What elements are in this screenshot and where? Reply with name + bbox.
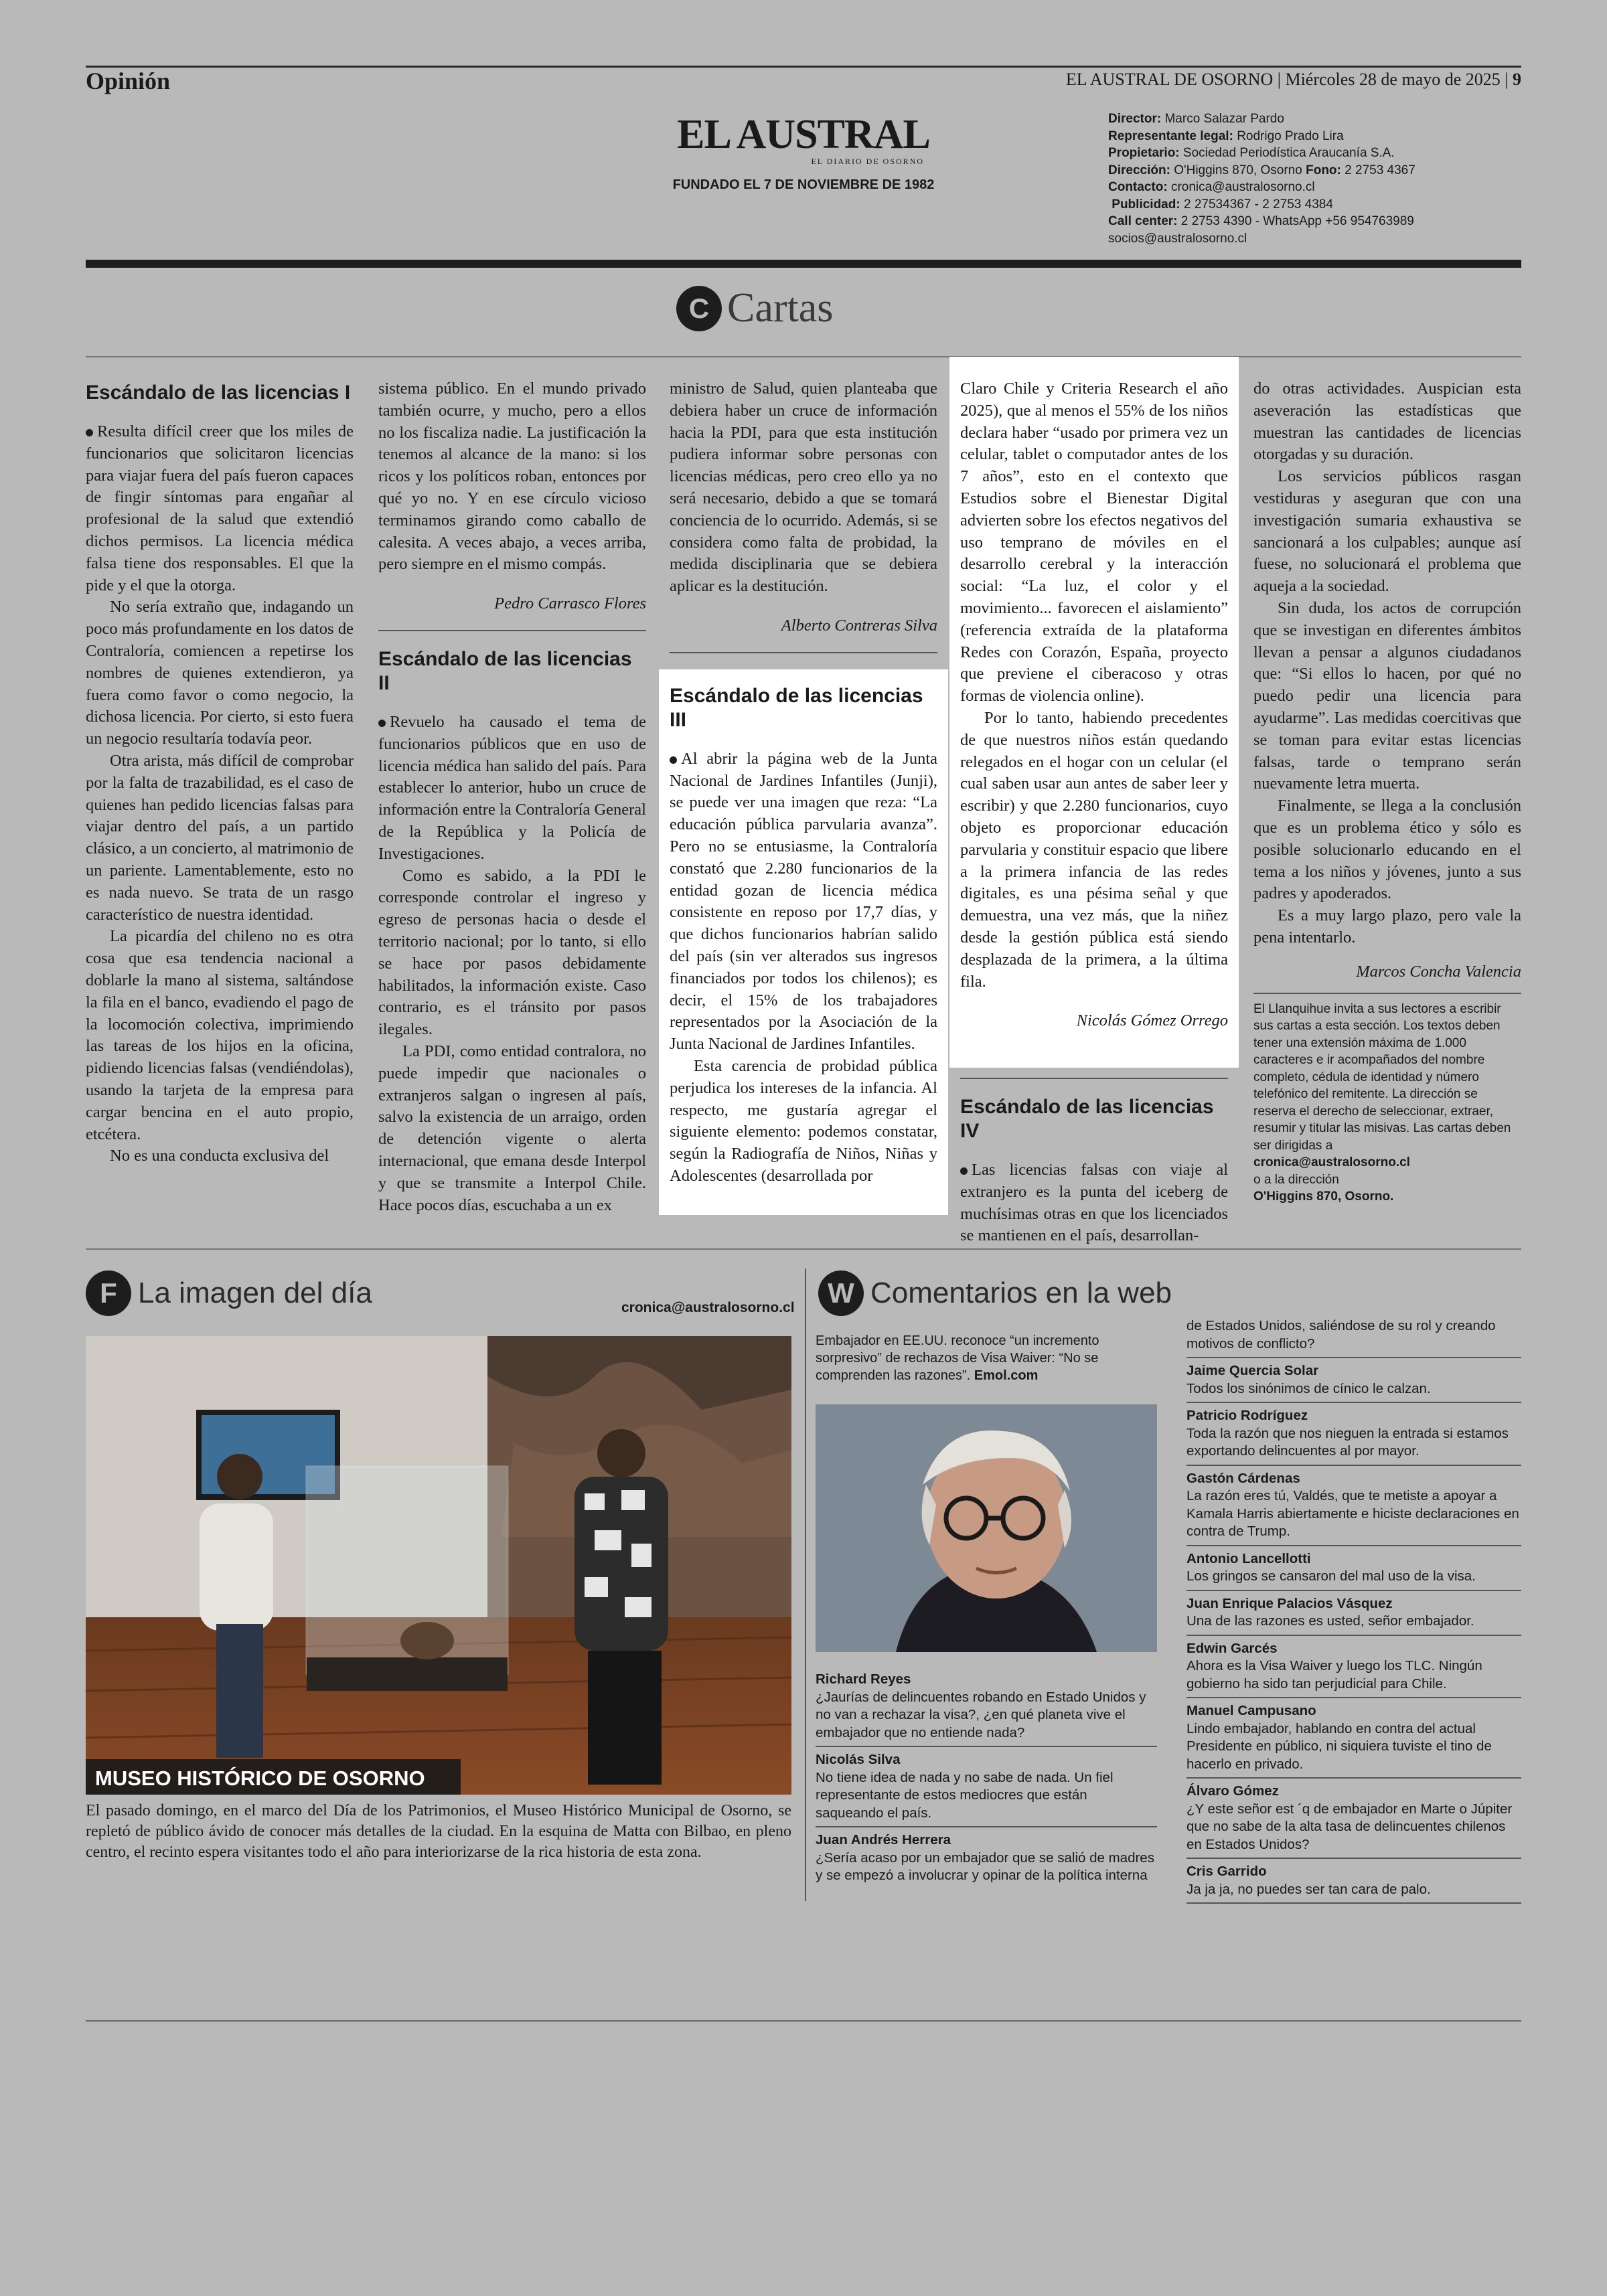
note-address: O'Higgins 870, Osorno.	[1253, 1190, 1394, 1204]
letter-2-title: Escándalo de las licencias II	[378, 647, 632, 694]
letter-3-continuation: Por lo tanto, habiendo precedentes de que nuestros niños están quedando relegados en el hogar con un celular (el cual saben usar aun antes de saber leer y escribir) y que 2.280 funcionarios, cuyo objeto es proporcionar educación parvularia y constituir espacio que libere a la primera infancia de las redes digitales, es una pésima señal y que demuestra, una vez más, que la niñez desde la gestión pública está siendo desplazada de la primera, a la última fila.	[960, 708, 1228, 991]
letters-column-1	[86, 378, 354, 1167]
letter-1-paragraph: Otra arista, más difícil de comprobar por la falta de trazabilidad, es el caso de quienes han pedido licencias falsas para viajar dentro del país, a un partido clásico, a un concierto, al matrimonio de un pariente. Lamentablemente, esto no es nada nuevo. Se trata de un rasgo característico de nuestra identidad.	[86, 751, 354, 924]
top-rule	[86, 66, 1521, 68]
comments-left	[816, 1667, 1157, 1889]
comment-item: Manuel Campusano Lindo embajador, hablando en contra del actual Presidente en público, ni siquiera tuviste el tino de hacerlo en privado.	[1187, 1698, 1521, 1779]
ambassador-photo	[816, 1404, 1157, 1652]
letter-3-continuation: Claro Chile y Criteria Research el año 2025), que al menos el 55% de los niños declara haber “usado por primera vez un celular, tablet o computador antes de los 7 años”, esto en el contexto que Estudios sobre el Bienestar Digital advierten sobre los efectos negativos del uso temprano de móviles en el desarrollo cerebral y la interacción social: “La luz, el color y el movimiento... favorecen el aislamiento” (referencia extraída de la plataforma Redes con Corazón, España, proyecto que previene el ciberacoso y otras formas de violencia online).	[960, 380, 1228, 706]
letter-3-paragraph: Esta carencia de probidad pública perjudica los intereses de la infancia. Al respecto, me gustaría agregar el siguiente elemento: podemos constatar, según la Radiografía de Niños, Niñas y Adolescentes (desarrollada por	[670, 1056, 937, 1185]
brand-subtitle: EL DIARIO DE OSORNO	[811, 157, 924, 166]
letter-4-title: Escándalo de las licencias IV	[960, 1096, 1214, 1142]
folio-page: 9	[1513, 70, 1521, 89]
bullet-icon	[86, 429, 93, 436]
staff-line: Call center: 2 2753 4390 - WhatsApp +56 954763989	[1108, 214, 1414, 228]
letters-column-4	[949, 357, 1239, 1068]
comment-item: Cris Garrido Ja ja ja, no puedes ser tan cara de palo.	[1187, 1859, 1521, 1904]
photo-label: MUSEO HISTÓRICO DE OSORNO	[95, 1767, 425, 1790]
folio-paper: EL AUSTRAL DE OSORNO	[1065, 70, 1274, 89]
comment-item: Jaime Quercia Solar Todos los sinónimos de cínico le calzan.	[1187, 1358, 1521, 1403]
letter-4-author: Marcos Concha Valencia	[1356, 962, 1521, 981]
web-title-text: Comentarios en la web	[870, 1277, 1172, 1309]
note-email[interactable]: cronica@australosorno.cl	[1253, 1155, 1410, 1170]
staff-line: Contacto: cronica@australosorno.cl	[1108, 180, 1315, 194]
staff-line: Publicidad: 2 27534367 - 2 2753 4384	[1112, 197, 1333, 212]
bottom-rule	[86, 1248, 1521, 1250]
letters-column-3	[670, 378, 937, 1215]
letter-4-continuation: Es a muy largo plazo, pero vale la pena intentarlo.	[1253, 906, 1521, 947]
masthead	[643, 114, 964, 193]
comment-item: Juan Andrés Herrera ¿Sería acaso por un embajador que se salió de madres y se empezó a involucrar y opinar de la política interna	[816, 1832, 1154, 1883]
web-source[interactable]: Emol.com	[974, 1368, 1039, 1383]
cartas-badge-icon: C	[676, 286, 722, 331]
letter-2-continuation: ministro de Salud, quien planteaba que debiera haber un cruce de información hacia la PDI, para que esta institución pudiera informar sobre personas con licencias médicas, pero creo ello ya no será necesario, debido a que se tomará conciencia de lo ocurrido. Además, si se considera como falta de probidad, la medida disciplinaria que se debiera aplicar es la destitución.	[670, 380, 937, 596]
folio-date: Miércoles 28 de mayo de 2025	[1285, 70, 1501, 89]
letter-3-paragraph: Al abrir la página web de la Junta Nacional de Jardines Infantiles (Junji), se puede ver una imagen que reza: “La educación pública parvularia avanza”. Pero no se entusiasme, la Contraloría constató que 2.280 funcionarios de la entidad gozan de licencia médica consistente en reposo por 17,7 días, y que dichos funcionarios habrían salido del país (sin ver alterados sus ingresos financiados por todos los chilenos); es decir, el 15% de los trabajadores representados por la Asociación de la Junta Nacional de Jardines Infantiles.	[670, 749, 937, 1054]
header-thick-rule	[86, 260, 1521, 268]
letter-2-author: Alberto Contreras Silva	[781, 616, 937, 635]
staff-line: Director: Marco Salazar Pardo	[1108, 112, 1284, 126]
letter-2-paragraph: La PDI, como entidad contralora, no puede impedir que nacionales o extranjeros salgan o ingresen al país, salvo la existencia de un arraigo, orden de detención vigente o alerta internacional, que emana desde Interpol y que se transmite a Interpol Chile. Hace pocos días, escuchaba a un ex	[378, 1042, 646, 1214]
cartas-rule	[86, 356, 1521, 357]
comment-item: Juan Enrique Palacios Vásquez Una de las razones es usted, señor embajador.	[1187, 1591, 1521, 1636]
comment-item: Patricio Rodríguez Toda la razón que nos nieguen la entrada si estamos exportando delincuentes al por mayor.	[1187, 1403, 1521, 1466]
vertical-separator	[805, 1268, 806, 1901]
letter-4-continuation: Los servicios públicos rasgan vestiduras y aseguran que con una investigación sumaria exhaustiva se sancionará a los culpables; aunque así fuese, no solucionará el problema que aqueja a la sociedad.	[1253, 467, 1521, 596]
letter-3-box	[659, 669, 948, 1215]
comment-item: Nicolás Silva No tiene idea de nada y no sabe de nada. Un fiel representante de estos mediocres que están saqueando el país.	[816, 1747, 1157, 1827]
letter-1-title: Escándalo de las licencias I	[86, 382, 351, 404]
letter-separator	[670, 652, 937, 653]
letter-2-paragraph: Como es sabido, a la PDI le corresponde controlar el ingreso y egreso de personas hacia o desde el territorio nacional; por lo tanto, si ello se hace por pasos debidamente habilitados, la información existe. Caso contrario, es el tránsito por pasos ilegales.	[378, 866, 646, 1039]
letter-4-continuation: Sin duda, los actos de corrupción que se investigan en diferentes ámbitos llevan a pensar a algunos ciudadanos que: “Si ellos lo hacen, por qué no puedo pedir una licencia para ayudarme”. Las medidas coercitivas que se toman para evitar estas licencias falsas, tarde o temprano serán nuevamente letra muerta.	[1253, 598, 1521, 793]
letters-column-5	[1253, 378, 1521, 1206]
bullet-icon	[960, 1167, 968, 1175]
folio: EL AUSTRAL DE OSORNO | Miércoles 28 de mayo de 2025 | 9	[1065, 70, 1521, 89]
comment-item: Álvaro Gómez ¿Y este señor est ´q de embajador en Marte o Júpiter que no sabe de la alta tasa de delincuentes chilenos en Estados Unidos?	[1187, 1779, 1521, 1859]
staff-line: socios@australosorno.cl	[1108, 231, 1247, 246]
footer-rule	[86, 2020, 1521, 2022]
letter-2-paragraph: Revuelo ha causado el tema de funcionarios públicos que en uso de licencia médica han salido del país. Para establecer lo anterior, hubo un cruce de información entre la Contraloría General de la República y la Policía de Investigaciones.	[378, 712, 646, 863]
comment-item: Richard Reyes ¿Jaurías de delincuentes robando en Estado Unidos y no van a rechazar la visa?, ¿en qué planeta vive el embajador que no entiende nada?	[816, 1667, 1157, 1747]
letter-4-start	[960, 1078, 1228, 1247]
bullet-icon	[670, 756, 677, 764]
letter-4-paragraph: Las licencias falsas con viaje al extranjero es la punta del iceberg de muchísimas otras en que los licenciados se mantienen en el país, desarrollan-	[960, 1161, 1228, 1245]
bullet-icon	[378, 720, 386, 727]
letter-4-continuation: do otras actividades. Auspician esta aseveración las estadísticas que muestran las cantidades de licencias otorgadas y su duración.	[1253, 380, 1521, 464]
letter-3-title: Escándalo de las licencias III	[670, 684, 923, 731]
letter-1-author: Pedro Carrasco Flores	[494, 594, 646, 613]
comment-item: Edwin Garcés Ahora es la Visa Waiver y luego los TLC. Ningún gobierno ha sido tan perjudicial para Chile.	[1187, 1636, 1521, 1699]
letter-separator	[960, 1078, 1228, 1079]
letter-3-author: Nicolás Gómez Orrego	[1076, 1011, 1228, 1030]
letters-column-2	[378, 378, 646, 1216]
staff-line: Representante legal: Rodrigo Prado Lira	[1108, 129, 1344, 143]
staff-line: Propietario: Sociedad Periodística Araucanía S.A.	[1108, 146, 1395, 160]
brand-logo: EL AUSTRAL	[677, 112, 930, 157]
letter-1-continuation: sistema público. En el mundo privado también ocurre, y mucho, pero a ellos no los fiscaliza nadie. La justificación la tenemos al alcance de la mano: si los ricos y los políticos roban, entonces por qué yo no. Y en ese círculo vicioso terminamos girando como caballo de calesita. A veces abajo, a veces arriba, pero siempre en el mismo compás.	[378, 380, 646, 574]
imagen-section-title	[86, 1270, 372, 1316]
letter-4-continuation: Finalmente, se llega a la conclusión que es un problema ético y sólo es posible solucionarlo educando en el tema a los niños y jóvenes, junto a sus padres y apoderados.	[1253, 797, 1521, 903]
web-intro: Embajador en EE.UU. reconoce “un incremento sorpresivo” de rechazos de Visa Waiver: “No se comprenden las razones”. Emol.com	[816, 1333, 1099, 1383]
letter-1-paragraph: Resulta difícil creer que los miles de funcionarios que solicitaron licencias para viajar fuera del país fueron capaces de fingir síntomas para engañar al profesional de la salud que extendió dichos permisos. La licencia médica falsa tiene dos responsables. El que la pide y el que la otorga.	[86, 422, 354, 594]
founded-line: FUNDADO EL 7 DE NOVIEMBRE DE 1982	[672, 177, 935, 192]
letter-1-paragraph: No es una conducta exclusiva del	[110, 1147, 329, 1165]
letter-1-paragraph: La picardía del chileno no es otra cosa que esa tendencia nacional a doblarle la mano al sistema, saltándose la fila en el banco, evadiendo el pago de la locomoción colectiva, imprimiendo las tareas de los hijos en la oficina, pidiendo licencias falsas (vendiéndolas), usando la tarjeta de la empresa para cargar bencina en el auto propio, etcétera.	[86, 927, 354, 1143]
comment-continuation: de Estados Unidos, saliéndose de su rol y creando motivos de conflicto?	[1187, 1317, 1521, 1358]
staff-line: Dirección: O'Higgins 870, Osorno Fono: 2 2753 4367	[1108, 163, 1415, 177]
submission-note: El Llanquihue invita a sus lectores a escribir sus cartas a esta sección. Los textos deben tener una extensión máxima de 1.000 caracteres e ir acompañados del nombre completo, cédula de identidad y número telefónico del remitente. La dirección se reserva el derecho de seleccionar, extraer, resumir y titular las misivas. Las cartas deben ser dirigidas a cronica@australosorno.cl o a la dirección O'Higgins 870, Osorno.	[1253, 1001, 1511, 1204]
comment-item: Gastón Cárdenas La razón eres tú, Valdés, que te metiste a apoyar a Kamala Harris abiertamente e hiciste declaraciones en contra de Trump.	[1187, 1466, 1521, 1546]
letter-separator	[378, 630, 646, 631]
comments-right	[1187, 1317, 1521, 1904]
photo-caption: El pasado domingo, en el marco del Día de los Patrimonios, el Museo Histórico Municipal de Osorno, se repletó de público ávido de conocer más detalles de la ciudad. En la esquina de Matta con Bilbao, en pleno centro, el recinto espera visitantes todo el año para interiorizarse de la rica historia de esta zona.	[86, 1802, 791, 1861]
section-label: Opinión	[86, 68, 171, 94]
cartas-section-title	[676, 284, 833, 332]
imagen-title-text: La imagen del día	[138, 1277, 372, 1309]
letter-1-paragraph: No sería extraño que, indagando un poco más profundamente en los datos de Contraloría, comiencen a repetirse los nombres de quienes extendieron, ya fuera como favor o como negocio, la dichosa licencia. Por cierto, si esto fuera un negocio resultaría todavía peor.	[86, 598, 354, 748]
staff-box	[1108, 110, 1523, 247]
museum-photo	[86, 1336, 791, 1795]
comment-item: Antonio Lancellotti Los gringos se cansaron del mal uso de la visa.	[1187, 1546, 1521, 1591]
cartas-title-text: Cartas	[727, 285, 834, 331]
web-badge-icon: W	[818, 1270, 864, 1316]
imagen-email[interactable]: cronica@australosorno.cl	[621, 1300, 795, 1315]
letter-separator	[1253, 993, 1521, 994]
imagen-badge-icon: F	[86, 1270, 131, 1316]
web-section-title	[818, 1270, 1172, 1316]
